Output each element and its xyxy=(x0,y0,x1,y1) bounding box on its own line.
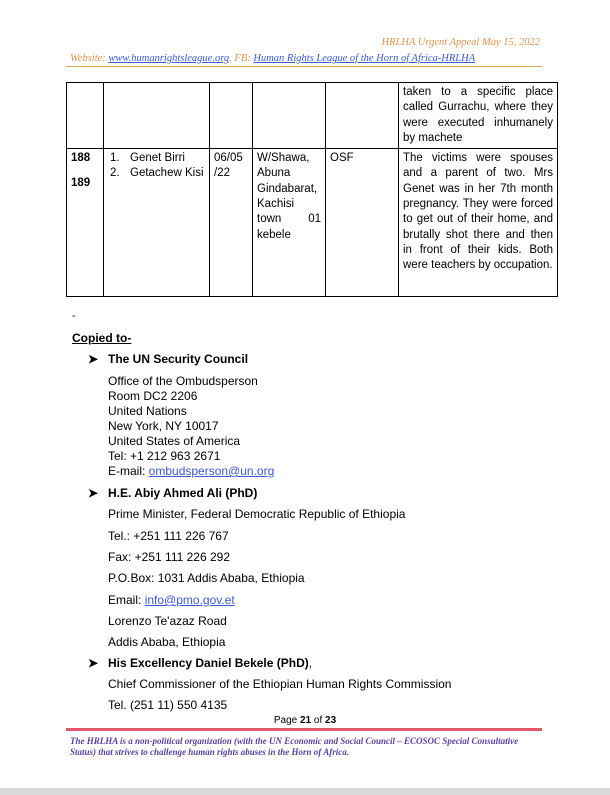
fb-link[interactable]: Human Rights League of the Horn of Africa-HRLHA xyxy=(253,53,476,64)
footer-rule xyxy=(66,728,542,731)
recipient-title: ➤ H.E. Abiy Ahmed Ali (PhD) xyxy=(88,486,258,500)
fax-line: Fax: +251 111 226 292 xyxy=(108,550,230,564)
recipient-title: ➤ The UN Security Council xyxy=(88,352,249,366)
email-line: E-mail: ombudsperson@un.org xyxy=(108,464,275,478)
email-line: Email: info@pmo.gov.et xyxy=(108,593,235,607)
dash-mark: - xyxy=(72,310,76,322)
address-line: Lorenzo Te'azaz Road xyxy=(108,614,227,628)
victim-number: 188 xyxy=(71,152,91,165)
address-line: P.O.Box: 1031 Addis Ababa, Ethiopia xyxy=(108,571,305,585)
description-cell: The victims were spouses and a parent of two. Mrs Genet was in her 7th month pregnancy. They were forced to get out of their home, and brutally shot there and then in front of their kids. Both were teachers by occupation. xyxy=(399,149,558,297)
email-link[interactable]: ombudsperson@un.org xyxy=(148,464,275,478)
victim-names-cell xyxy=(104,149,210,297)
table-cell xyxy=(253,83,326,149)
arrowhead-bullet-icon: ➤ xyxy=(88,656,99,670)
arrowhead-bullet-icon: ➤ xyxy=(88,352,99,366)
copied-to-heading: Copied to- xyxy=(72,331,132,345)
address-line: Prime Minister, Federal Democratic Republic of Ethiopia xyxy=(108,507,406,521)
appeal-header: HRLHA Urgent Appeal May 15, 2022 xyxy=(381,37,540,48)
date-cell: 06/05 /22 xyxy=(210,149,253,297)
table-cell xyxy=(67,83,104,149)
recipient-title: ➤ His Excellency Daniel Bekele (PhD), xyxy=(88,656,313,670)
address-line: New York, NY 10017 xyxy=(108,419,219,433)
address-line: Office of the Ombudsperson xyxy=(108,374,258,388)
footer-statement: The HRLHA is a non-political organization (with the UN Economic and Social Council – ECOSOC Special Consultative Status) that strives to challenge human rights abuses in the Horn of Africa. xyxy=(70,736,519,757)
address-line: Room DC2 2206 xyxy=(108,389,198,403)
victim-number: 189 xyxy=(71,177,91,190)
victim-names-list xyxy=(108,151,205,182)
table-row xyxy=(67,83,558,149)
address-line: United States of America xyxy=(108,434,241,448)
table-row xyxy=(67,149,558,297)
table-cell xyxy=(104,83,210,149)
website-link[interactable]: www.humanrightsleague.org xyxy=(108,53,230,64)
address-line: United Nations xyxy=(108,404,187,418)
phone-line: Tel: +1 212 963 2671 xyxy=(108,449,221,463)
description-cell: taken to a specific place called Gurrachu, where they were executed inhumanely by machete xyxy=(399,83,558,149)
page-bottom-edge xyxy=(0,788,610,795)
website-header xyxy=(70,53,475,64)
victim-number-cell xyxy=(67,149,104,297)
arrowhead-bullet-icon: ➤ xyxy=(88,486,99,500)
perpetrator-cell: OSF xyxy=(326,149,399,297)
address-line: Chief Commissioner of the Ethiopian Human Rights Commission xyxy=(108,677,452,691)
table-cell xyxy=(210,83,253,149)
header-rule xyxy=(66,66,542,67)
list-item: 2. Getachew Kisi xyxy=(110,167,204,180)
phone-line: Tel.: +251 111 226 767 xyxy=(108,529,229,543)
location-cell: W/Shawa, Abuna Gindabarat, Kachisi town 01 kebele xyxy=(253,149,326,297)
page-number: Page 21 of 23 xyxy=(273,715,337,726)
email-link[interactable]: info@pmo.gov.et xyxy=(144,593,235,607)
fb-label: , FB: xyxy=(229,53,254,64)
list-item: 1. Genet Birri xyxy=(110,152,185,165)
victims-table xyxy=(66,82,558,297)
address-line: Addis Ababa, Ethiopia xyxy=(108,635,226,649)
phone-line: Tel. (251 11) 550 4135 xyxy=(108,698,228,712)
table-cell xyxy=(326,83,399,149)
website-label: Website: xyxy=(70,53,109,64)
